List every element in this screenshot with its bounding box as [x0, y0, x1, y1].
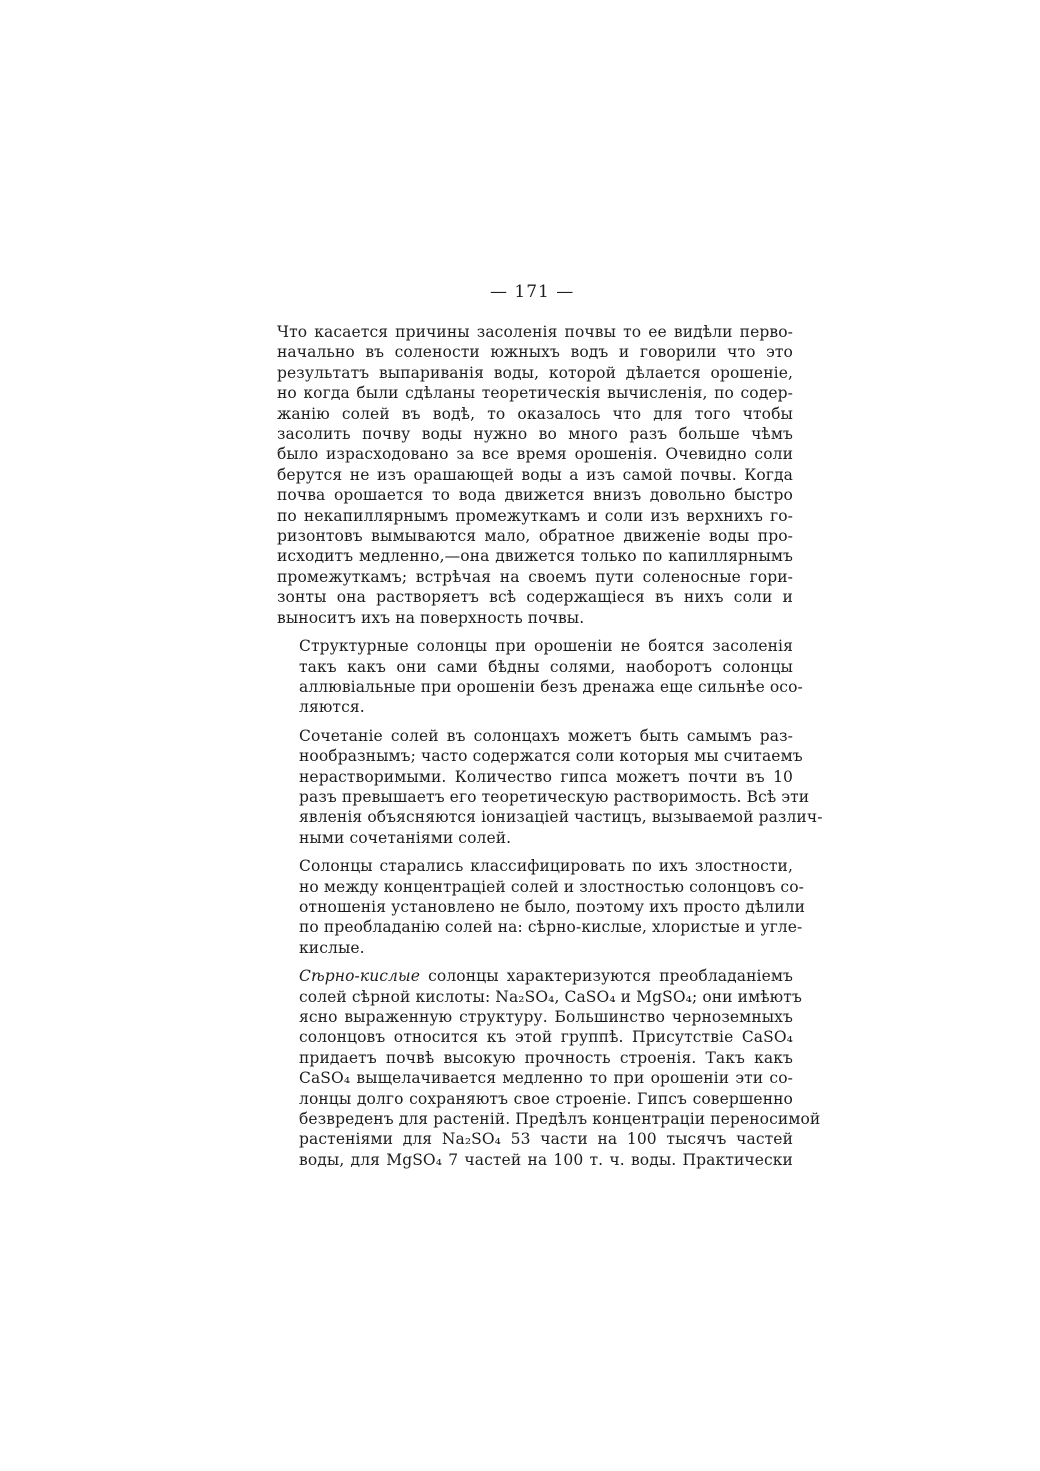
- text-line: но когда были сдѣланы теоретическія вычисленія, по содер-: [277, 384, 793, 403]
- text-line: явленія объясняются іонизаціей частицъ, вызываемой различ-: [299, 808, 823, 827]
- text-line: нерастворимыми. Количество гипса можетъ почти въ 10: [299, 767, 793, 786]
- text-run: солонцы характеризуются преобладаніемъ: [420, 967, 793, 986]
- text-line: промежуткамъ; встрѣчая на своемъ пути соленосные гори-: [277, 567, 793, 586]
- text-line: ными сочетаніями солей.: [299, 828, 512, 847]
- paragraph-5: [277, 966, 821, 1170]
- text-line: ясно выраженную структуру. Большинство черноземныхъ: [299, 1008, 793, 1026]
- text-line: отношенія установлено не было, поэтому ихъ просто дѣлили: [299, 897, 806, 916]
- paragraph-1: [277, 322, 793, 628]
- text-line: засолить почву воды нужно во много разъ больше чѣмъ: [277, 425, 793, 444]
- text-line: по преобладанію солей на: сѣрно-кислые, хлористые и угле-: [299, 918, 803, 937]
- text-line: безвреденъ для растеній. Предѣлъ концентраціи переносимой: [299, 1110, 821, 1129]
- text-line: берутся не изъ орашающей воды а изъ самой почвы. Когда: [277, 465, 793, 484]
- text-line: солонцовъ относится къ этой группѣ. Присутствіе CaSO₄: [299, 1028, 793, 1047]
- text-line: солей сѣрной кислоты: Na₂SO₄, CaSO₄ и MgSO₄; они имѣютъ: [299, 987, 802, 1006]
- text-line: CaSO₄ выщелачивается медленно то при орошеніи эти со-: [299, 1069, 793, 1088]
- text-line: придаетъ почвѣ высокую прочность строенія. Такъ какъ: [299, 1048, 793, 1067]
- text-line: исходитъ медленно,—она движется только по капиллярнымъ: [277, 547, 793, 566]
- text-line: но между концентраціей солей и злостностью солонцовъ со-: [299, 877, 804, 896]
- paragraph-2: [277, 636, 803, 718]
- text-line: зонты она растворяетъ всѣ содержащіеся въ нихъ соли и: [277, 588, 793, 607]
- text-line: результатъ выпариванія воды, которой дѣлается орошеніе,: [277, 363, 793, 382]
- paragraph-4: [277, 856, 806, 958]
- italic-term: Сѣрно-кислые: [299, 967, 421, 986]
- text-line: начально въ солености южныхъ водъ и говорили что это: [277, 343, 793, 362]
- text-line: растеніями для Na₂SO₄ 53 части на 100 тысячъ частей: [299, 1130, 793, 1149]
- text-line: [277, 966, 793, 986]
- text-line: выноситъ ихъ на поверхность почвы.: [277, 608, 585, 627]
- text-line: по некапиллярнымъ промежуткамъ и соли изъ верхнихъ го-: [277, 506, 793, 525]
- text-line: ризонтовъ вымываются мало, обратное движеніе воды про-: [277, 527, 793, 546]
- text-line: разъ превышаетъ его теоретическую растворимость. Всѣ эти: [299, 787, 810, 806]
- body-text: [277, 322, 823, 1170]
- text-line: ляются.: [299, 698, 365, 717]
- text-line: такъ какъ они сами бѣдны солями, наоборотъ солонцы: [299, 657, 793, 676]
- text-line: нообразнымъ; часто содержатся соли которыя мы считаемъ: [299, 747, 803, 766]
- text-line: было израсходовано за все время орошенія. Очевидно соли: [277, 445, 793, 464]
- text-line: лонцы долго сохраняютъ свое строеніе. Гипсъ совершенно: [299, 1089, 793, 1108]
- text-line: Что касается причины засоленія почвы то ее видѣли перво-: [277, 323, 793, 341]
- page-number: — 171 —: [490, 282, 575, 302]
- text-line: жанію солей въ водѣ, то оказалось что для того чтобы: [277, 404, 793, 423]
- text-line: почва орошается то вода движется внизъ довольно быстро: [277, 486, 793, 505]
- text-line: Сочетаніе солей въ солонцахъ можетъ быть самымъ раз-: [299, 726, 793, 745]
- text-line: Солонцы старались классифицировать по ихъ злостности,: [299, 857, 793, 876]
- text-line: воды, для MgSO₄ 7 частей на 100 т. ч. воды. Практически: [299, 1150, 793, 1169]
- text-line: Структурные солонцы при орошеніи не боятся засоленія: [299, 637, 793, 656]
- paragraph-3: [277, 726, 823, 848]
- text-line: аллювіальные при орошеніи безъ дренажа еще сильнѣе осо-: [299, 677, 803, 696]
- text-line: кислые.: [299, 938, 365, 957]
